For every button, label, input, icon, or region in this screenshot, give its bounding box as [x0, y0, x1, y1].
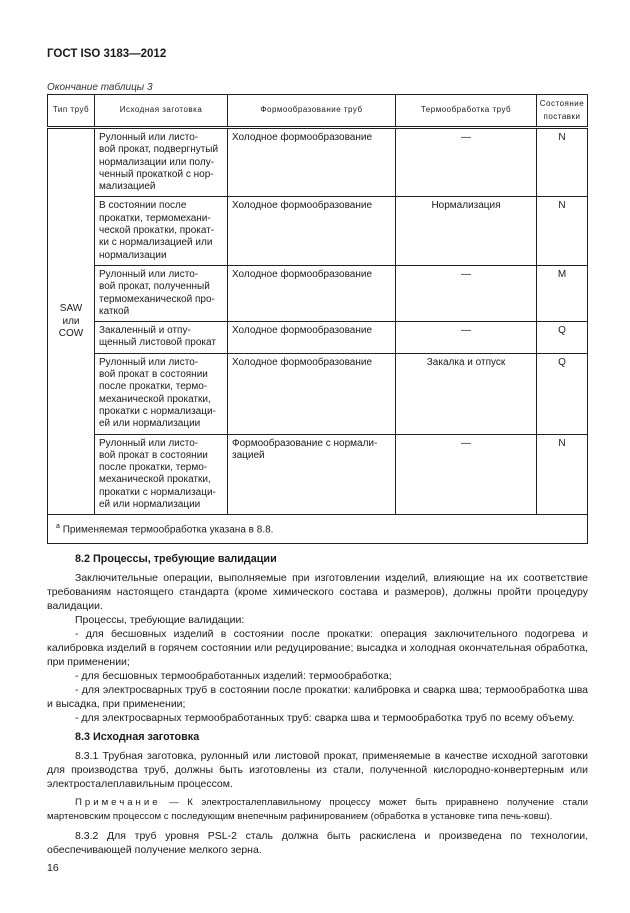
paragraph: Процессы, требующие валидации:	[75, 613, 245, 626]
section-8-3-title: 8.3 Исходная заготовка	[75, 730, 200, 743]
table-row	[48, 434, 588, 515]
state-cell: N	[537, 197, 588, 265]
footnote-mark: a	[56, 523, 60, 531]
state-cell: M	[537, 265, 588, 321]
page-number: 16	[47, 861, 59, 874]
heat-cell: —	[396, 128, 537, 197]
footnote-text: Применяемая термообработка указана в 8.8.	[62, 524, 274, 536]
list-item: - для бесшовных изделий в состоянии после прокатки: операция заключительного подогрева и калибровка изделий в горячем состоянии или редуцирование; высадка и холодная окончательная обработка, при применении;	[47, 627, 588, 668]
blank-cell: Рулонный или листо- вой прокат в состоянии после прокатки, термо- механической прокатки, прокатки с нормализаци- ей или нормализации	[95, 353, 228, 434]
table-row	[48, 265, 588, 321]
table-row	[48, 128, 588, 197]
blank-cell: Закаленный и отпу- щенный листовой прокат	[95, 322, 228, 354]
list-item: - для электросварных труб в состоянии после прокатки: калибровка и сварка шва; термообработка шва и высадка, при применении;	[47, 683, 588, 710]
heat-cell: —	[396, 322, 537, 354]
col-pipe-type: Тип труб	[48, 95, 95, 128]
forming-cell: Холодное формообразование	[228, 322, 396, 354]
state-cell: Q	[537, 353, 588, 434]
blank-cell: Рулонный или листо- вой прокат, полученный термомеханической про- каткой	[95, 265, 228, 321]
document-id: ГОСТ ISO 3183—2012	[47, 48, 167, 60]
state-cell: N	[537, 128, 588, 197]
table-footnote-row	[48, 515, 588, 544]
table-row	[48, 197, 588, 265]
table-header-row	[48, 95, 588, 128]
forming-cell: Формообразование с нормали- зацией	[228, 434, 396, 515]
note-text: — К электросталеплавильному процессу может быть приравнено получение стали мартеновским процессом с последующим внепечным рафинированием (обработка в установке типа печь-ковш).	[47, 796, 588, 822]
paragraph: Заключительные операции, выполняемые при изготовлении изделий, влияющие на их соответствие требованиям настоящего стандарта (кроме химического состава и размеров), должны пройти процедуру валидации.	[47, 571, 588, 612]
forming-cell: Холодное формообразование	[228, 128, 396, 197]
blank-cell: В состоянии после прокатки, термомехани- ческой прокатки, прокат- ки с нормализацией или нормализации	[95, 197, 228, 265]
body-text	[47, 552, 588, 857]
heat-cell: Нормализация	[396, 197, 537, 265]
heat-cell: —	[396, 265, 537, 321]
paragraph-8-3-2: 8.3.2 Для труб уровня PSL-2 сталь должна быть раскислена и произведена по технологии, обеспечивающей получение мелкого зерна.	[47, 829, 588, 856]
heat-cell: Закалка и отпуск	[396, 353, 537, 434]
forming-cell: Холодное формообразование	[228, 353, 396, 434]
state-cell: N	[537, 434, 588, 515]
section-8-2-title: 8.2 Процессы, требующие валидации	[75, 552, 277, 565]
forming-cell: Холодное формообразование	[228, 197, 396, 265]
blank-cell: Рулонный или листо- вой прокат в состоянии после прокатки, термо- механической прокатки, прокатки с нормализаци- ей или нормализации	[95, 434, 228, 515]
table-3	[47, 94, 588, 544]
heat-cell: —	[396, 434, 537, 515]
col-delivery-state: Состояние поставки	[537, 95, 588, 128]
table-row	[48, 322, 588, 354]
col-heat-treatment: Термообработка труб	[396, 95, 537, 128]
table-caption: Окончание таблицы 3	[47, 82, 153, 93]
page-content	[47, 0, 588, 895]
list-item: - для бесшовных термообработанных изделий: термообработка;	[75, 669, 392, 682]
col-forming: Формообразование труб	[228, 95, 396, 128]
forming-cell: Холодное формообразование	[228, 265, 396, 321]
blank-cell: Рулонный или листо- вой прокат, подвергнутый нормализации или полу- ченный прокаткой с нор- мализацией	[95, 128, 228, 197]
note-label: Примечание	[75, 796, 161, 808]
note	[47, 796, 588, 824]
col-blank: Исходная заготовка	[95, 95, 228, 128]
state-cell: Q	[537, 322, 588, 354]
pipe-type-cell: SAW или COW	[48, 128, 95, 515]
table-footnote	[48, 515, 588, 544]
list-item: - для электросварных термообработанных труб: сварка шва и термообработка труб по всему объему.	[75, 711, 575, 724]
table-row	[48, 353, 588, 434]
paragraph-8-3-1: 8.3.1 Трубная заготовка, рулонный или листовой прокат, применяемые в качестве исходной заготовки для производства труб, должны быть изготовлены из стали, полученной кислородно-конвертерным или электросталеплавильным процессом.	[47, 749, 588, 790]
